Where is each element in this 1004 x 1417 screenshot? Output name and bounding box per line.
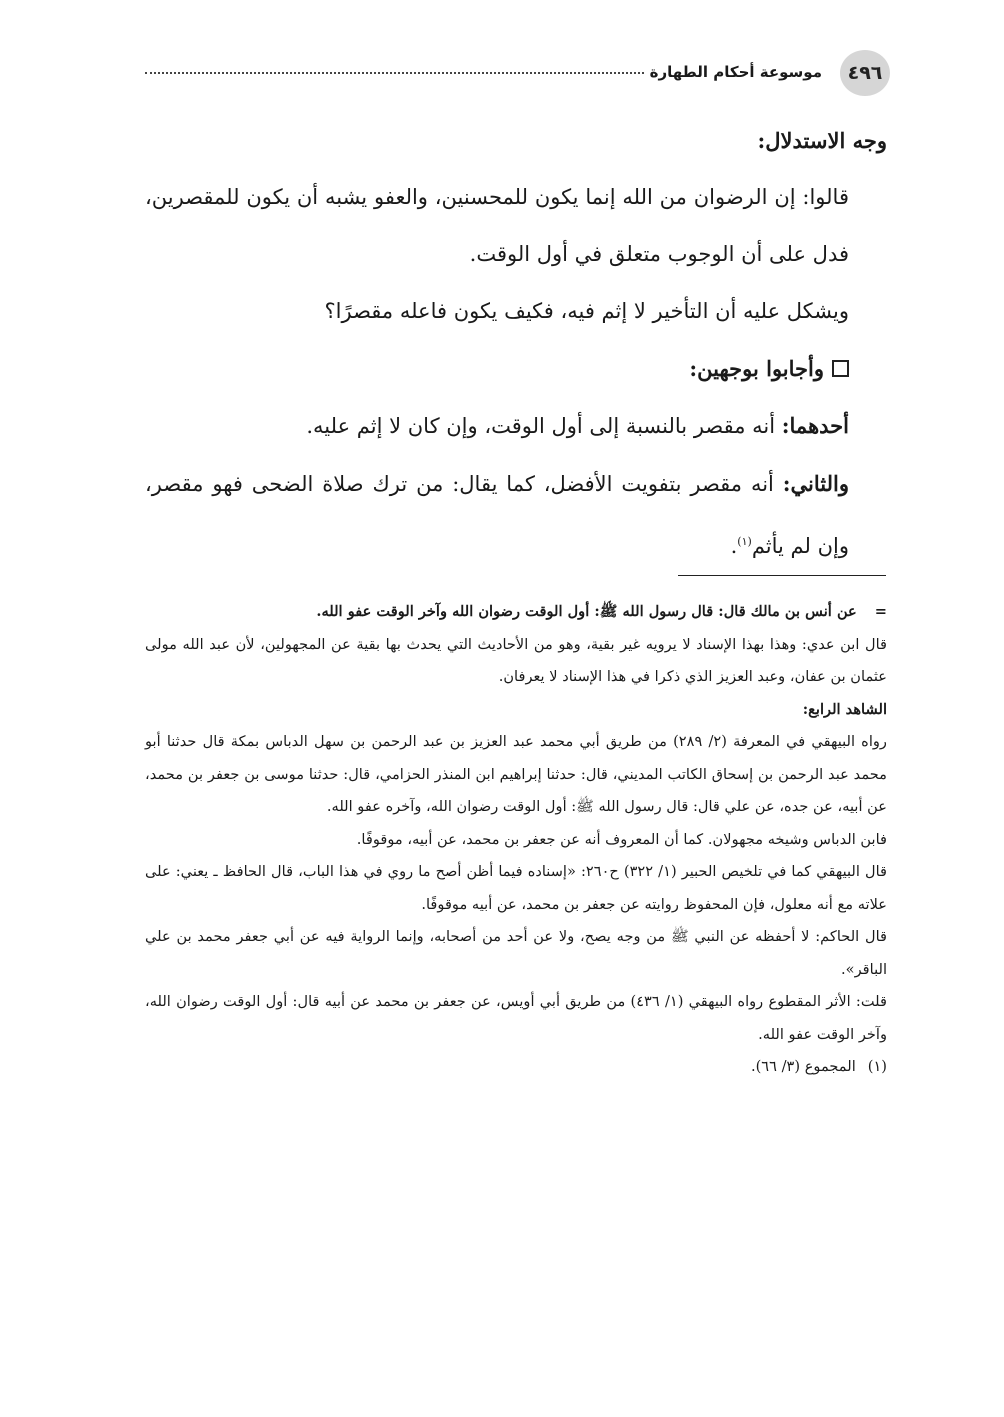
first-text: أنه مقصر بالنسبة إلى أول الوقت، وإن كان لا إثم عليه. [306,414,782,438]
paragraph-first-answer [145,397,887,455]
answers-heading-text: وأجابوا بوجهين: [689,356,824,381]
footnote-separator [678,575,886,576]
footnote-hakim: قال الحاكم: لا أحفظه عن النبي ﷺ من وجه يصح، ولا عن أحد من أصحابه، وإنما الرواية فيه عن أبي جعفر محمد بن علي الباقر». [145,928,887,978]
paragraph-objection: ويشكل عليه أن التأخير لا إثم فيه، فكيف يكون فاعله مقصرًا؟ [324,299,849,323]
footnote-line1: عن أنس بن مالك قال: قال رسول الله ﷺ: أول الوقت رضوان الله وآخر الوقت عفو الله. [316,603,857,620]
second-end: . [730,534,738,558]
footnote-ref[interactable]: (١) [737,535,752,548]
continuation-mark: = [874,603,887,620]
footnote-continued-line [145,596,887,629]
second-text: أنه مقصر بتفويت الأفضل، كما يقال: من ترك صلاة الضحى فهو مقصر، وإن لم يأثم [145,472,849,558]
section-heading: وجه الاستدلال: [757,128,887,153]
answers-heading [145,340,887,397]
footnote-ibn-adi: قال ابن عدي: وهذا بهذا الإسناد لا يرويه غير بقية، وهو من الأحاديث التي يحدث بها بقية عن المجهولين، لأن عبد الله مولى عثمان بن عفان، وعبد العزيز الذي ذكرا في هذا الإسناد لا يعرفان. [145,635,887,685]
footnote-1-text: المجموع (٣/ ٦٦). [750,1058,856,1075]
footnote-ibn-dabbas: فابن الدباس وشيخه مجهولان. كما أن المعروف أنه عن جعفر بن محمد، عن أبيه، موقوفًا. [356,830,887,848]
footnote-qultu: قلت: الأثر المقطوع رواه البيهقي (١/ ٤٣٦) من طريق أبي أويس، عن جعفر بن محمد عن أبيه قال: أول الوقت رضوان الله، وآخر الوقت عفو الله. [145,993,887,1043]
checkbox-bullet-icon [832,360,849,377]
footnote-1 [145,1051,887,1084]
footnote-bayhaqi-marifa: رواه البيهقي في المعرفة (٢/ ٢٨٩) من طريق أبي محمد عبد العزيز بن عبد الرحمن بن سهل الدباس بمكة قال حدثنا أبو محمد عبد الرحمن بن إسحاق الكاتب المديني، قال: حدثنا إبراهيم ابن المنذر الحزامي، قال: حدثنا موسى بن جعفر بن محمد، عن أبيه، عن جده، عن علي قال: قال رسول الله ﷺ: أول الوقت رضوان الله، وآخره عفو الله. [145,733,887,815]
paragraph-qalu: قالوا: إن الرضوان من الله إنما يكون للمحسنين، والعفو يشبه أن يكون للمقصرين، فدل على أن الوجوب متعلق في أول الوقت. [145,185,849,266]
footnote-heading-fourth-witness: الشاهد الرابع: [802,700,887,718]
page-number-badge: ٤٩٦ [840,50,890,96]
page-header [145,50,890,96]
footnote-1-number: (١) [867,1058,887,1075]
footnote-bayhaqi-talkhis: قال البيهقي كما في تلخيص الحبير (١/ ٣٢٢) ح٢٦٠: «إسناده فيما أظن أصح ما روي في هذا الباب، قال الحافظ ـ يعني: على علاته مع أنه معلول، فإن المحفوظ روايته عن جعفر بن محمد، عن أبيه موقوفًا. [145,863,887,913]
running-title: موسوعة أحكام الطهارة [644,60,828,84]
main-text [145,112,887,575]
first-label: أحدهما: [781,413,849,438]
footnotes [145,596,887,1084]
paragraph-second-answer [145,455,887,575]
second-label: والثاني: [782,471,849,496]
